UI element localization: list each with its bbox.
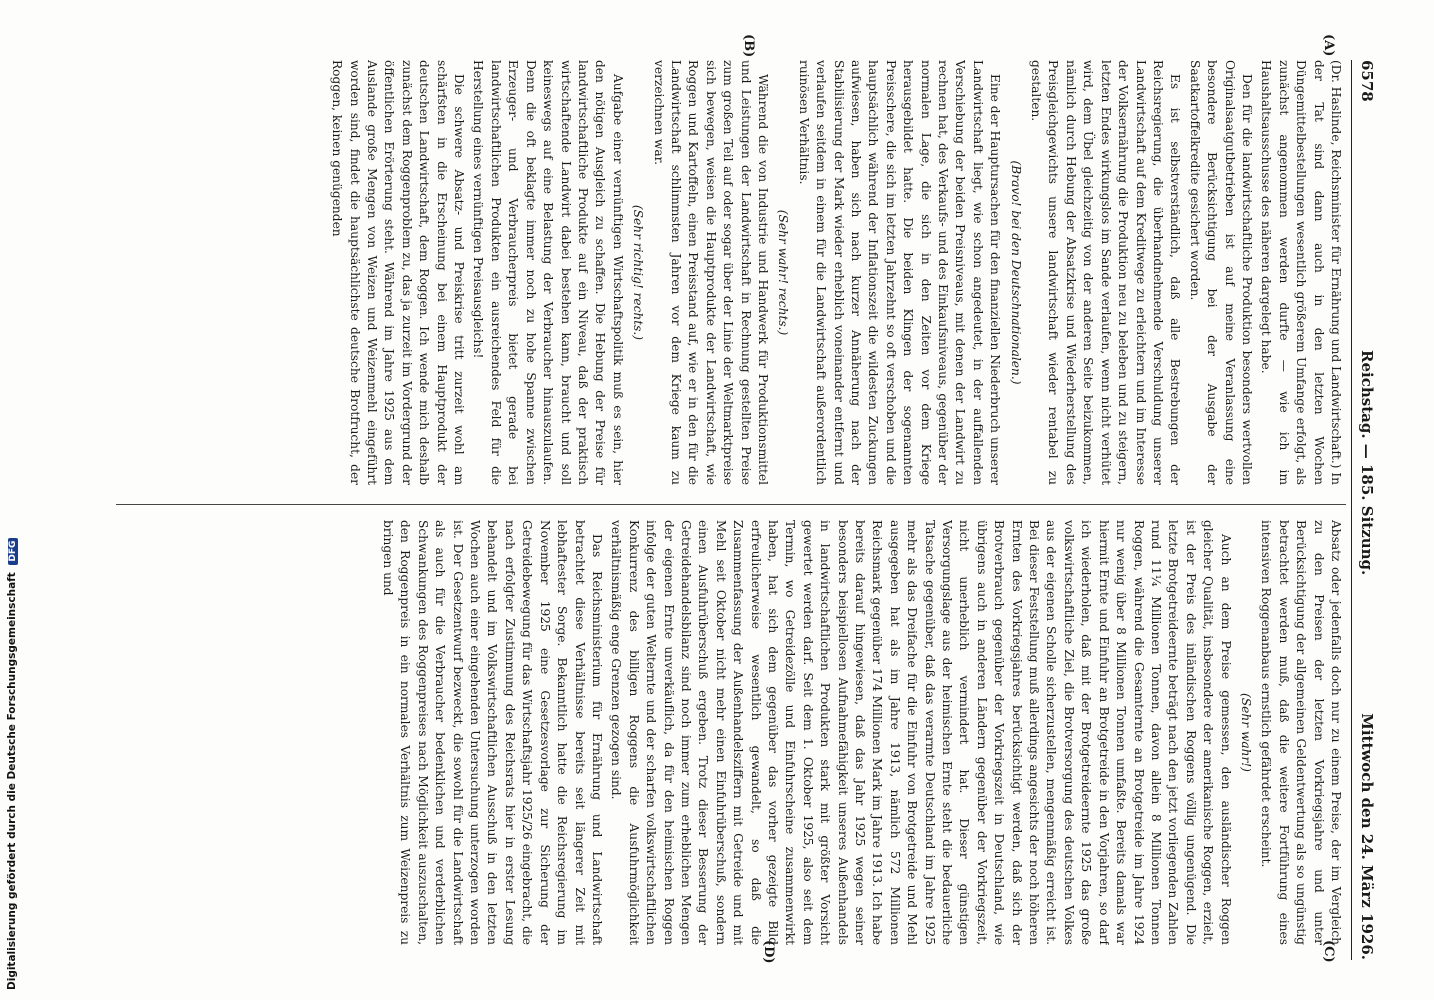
paragraph: Aufgabe einer vernünftigen Wirtschaftspolitik muß es sein, hier den nötigen Ausgleich zu schaffen. Die Hebung der Preise für landwirtschaftliche Produkte auf ein Niveau, daß der praktisch wirtschaftende Landwirt dabei bestehen kann, braucht und soll keineswegs auf eine Belastung der Verbraucher hinauszulaufen. Denn die oft beklagte immer noch zu hohe Spanne zwischen Erzeuger- und Verbraucherpreis bietet gerade bei landwirtschaftlichen Produkten ein ausreichendes Feld für die Herstellung eines vernünftigen Preisausgleichs! (471, 60, 625, 485)
header-rule (1351, 60, 1352, 960)
margin-letter-c: (C) (1321, 940, 1336, 963)
page-number: 6578 (1358, 60, 1376, 102)
paragraph: Eine der Hauptursachen für den finanziellen Niederbruch unserer Landwirtschaft liegt, wie schon angedeutet, in der auffallenden Verschiebung der beiden Preisniveaus, mit denen der Landwirt zu rechnen hat, des Verkaufs- und des Einkaufsniveaus, gegenüber der normalen Lage, die sich in den Zeiten vor dem Kriege herausgebildet hatte. Die beiden Klingen der sogenannten Preisschere, die sich im letzten Jahrzehnt so oft verschoben und die hauptsächlich während der Inflationszeit die wildesten Zuckungen aufwiesen, haben sich nach kurzer Annäherung nach der Stabilisierung der Mark wieder erheblich voneinander entfernt und verlaufen seitdem in einem für die Landwirtschaft außerordentlich ruinösen Verhältnis. (796, 60, 1003, 485)
header-session: Reichstag. — 185. Sitzung. (1358, 350, 1376, 576)
paragraph: Absatz oder jedenfalls doch nur zu einem Preise, der im Vergleich zu den Preisen der letzten Vorkriegsjahre und unter Berücksichtigung der allgemeinen Geldentwertung als so ungünstig betrachtet werden muß, daß die weitere Fortführung eines intensiven Roggenanbaus ernstlich gefährdet erscheint. (1259, 520, 1343, 945)
left-column (114, 60, 1344, 485)
page-header (1350, 60, 1376, 960)
paragraph: Während die von Industrie und Handwerk für Produktionsmittel und Leistungen der Landwirtschaft in Rechnung gestellten Preise zum großen Teil auf oder sogar über der Linie der Weltmarktpreise sich bewegen, weisen die Hauptprodukte der Landwirtschaft, wie Roggen und Kartoffeln, einen Preisstand auf, wie er in den für die Landwirtschaft schlimmsten Jahren vor dem Kriege kaum zu verzeichnen war. (651, 60, 770, 485)
right-column (114, 520, 1344, 945)
margin-letter-d: (D) (761, 940, 776, 964)
interjection: (Bravo! bei den Deutschnationalen.) (1008, 160, 1023, 385)
paragraph: Den für die landwirtschaftliche Produktion besonders wertvollen Originalsaatgutbetrieben ist auf meine Veranlassung eine besondere Berücksichtigung bei der Ausgabe der Saatkartoffelkredite gesichert worden. (1187, 60, 1254, 485)
paragraph: (Dr. Haslinde, Reichsminister für Ernährung und Landwirtschaft.) In der Tat sind dann auch in den letzten Wochen Düngemittelbestellungen wesentlich größerem Umfange erfolgt, als zunächst angenommen werden durfte — wie ich im Haushaltsausschusse des näheren dargelegt habe. (1259, 60, 1343, 485)
digitization-credit (6, 538, 18, 990)
header-date: Mittwoch den 24. März 1926. (1358, 713, 1376, 960)
rotated-printed-page (106, 34, 1376, 964)
paragraph: Auch an dem Preise gemessen, den ausländischer Roggen gleicher Qualität, insbesondere der amerikanische Roggen, erzielt, ist der Preis des inländischen Roggens völlig ungenügend. Die letzte Brotgetreideernte beträgt nach den jetzt vorliegenden Zahlen rund 11¼ Millionen Tonnen, davon allein 8 Millionen Tonnen Roggen, während die Gesamternte an Brotgetreide im Jahre 1924 nur wenig über 8 Millionen Tonnen umfaßte. Bereits damals war hiermit Ernte und Einfuhr an Brotgetreide in den Vorjahren, so darf ich wiederholen, daß mit der Brotgetreideernte 1925 das große volkswirtschaftliche Ziel, die Brotversorgung des deutschen Volkes aus der eigenen Scholle sicherzustellen, mengenmäßig erreicht ist. Bei dieser Feststellung muß allerdings angesichts der noch höheren Ernten des Vorkriegsjahres berücksichtigt werden, daß sich der Brotverbrauch gegenüber der Vorkriegszeit in Deutschland, wie übrigens auch in anderen Ländern gegenüber der Vorkriegszeit, nicht unerheblich vermindert hat. Dieser günstigen Versorgungslage aus der heimischen Ernte steht die bedauerliche Tatsache gegenüber, daß das verarmte Deutschland im Jahre 1925 mehr als das Dreifache für die Einfuhr von Brotgetreide und Mehl ausgegeben hat als im Jahre 1913, nämlich 572 Millionen Reichsmark gegenüber 174 Millionen Mark im Jahre 1913. Ich habe bereits darauf hingewiesen, daß das Jahr 1925 wegen seiner besonders beispiellosen Aufnahmefähigkeit unseres Außenhandels in landwirtschaftlichen Produkten stark mit größter Vorsicht gewertet werden darf. Seit dem 1. Oktober 1925, also seit dem Termin, wo Getreidezölle und Einfuhrscheine zusammenwirkt haben, hat sich dem gegenüber das vorher gezeigte Bild erfreulicherweise wesentlich gewandelt, so daß die Zusammenfassung der Außenhandelsziffern mit Getreide und mit Mehl seit Oktober nicht mehr einen Einfuhrüberschuß, sondern einen Ausfuhrüberschuß ergeben. Trotz dieser Besserung der Getreidehandelsbilanz sind noch immer zum erheblichen Mengen der eigenen Ernte unverkäuflich, da für den heimischen Roggen infolge der guten Welternte und der scharfen volkswirtschaftlichen Konkurrenz des billigen Roggens die Ausfuhrmöglichkeit verhältnismäßig enge Grenzen gezogen sind. (609, 520, 1233, 945)
credit-text: Digitalisierung gefördert durch die Deutsche Forschungsgemeinschaft (6, 572, 18, 990)
paragraph: Die schwere Absatz- und Preiskrise tritt zurzeit wohl am schärfsten in die Erscheinung bei einem Hauptprodukt der deutschen Landwirtschaft, dem Roggen. Ich wende mich deshalb zunächst dem Roggenproblem zu, das ja zurzeit im Vordergrund der öffentlichen Erörterung steht. Während im Jahre 1925 aus dem Auslande große Mengen von Weizen und Weizenmehl eingeführt worden sind, findet die hauptsächlichste deutsche Brotfrucht, der Roggen, keinen genügenden (330, 60, 467, 485)
interjection: (Sehr richtig! rechts.) (631, 204, 646, 341)
interjection: (Sehr wahr!) (1238, 693, 1253, 772)
paragraph: Das Reichsministerium für Ernährung und Landwirtschaft betrachtet diese Verhältnisse bereits seit längerer Zeit mit lebhaftester Sorge. Bekanntlich hatte die Reichsregierung im November 1925 eine Gesetzesvorlage zur Sicherung der Getreidebewegung für das Wirtschaftsjahr 1925/26 eingebracht, die nach erfolgter Zustimmung des Reichsrats hier in erster Lesung behandelt und im Volkswirtschaftlichen Ausschuß in den letzten Wochen auch einer eingehenden Untersuchung unterzogen worden ist. Der Gesetzentwurf bezweckt, die sowohl für die Landwirtschaft als auch für die Verbraucher bedenklichen und verderblichen Schwankungen des Roggenpreises nach Möglichkeit auszuschalten, den Roggenpreis in ein normales Verhältnis zum Weizenpreis zu bringen und (381, 520, 604, 945)
dfg-logo: DFG (8, 538, 18, 565)
margin-letter-a: (A) (1321, 34, 1336, 57)
margin-letter-b: (B) (741, 34, 756, 58)
paragraph: Es ist selbstverständlich, daß alle Bestrebungen der Reichsregierung, die überhandnehmende Verschuldung unserer Landwirtschaft auf dem Kreditwege zu erleichtern und im Interesse der Volksernährung die Produktion neu zu beleben und zu steigern, letzten Endes wirkungslos im Sande verlaufen, wenn nicht verhütet wird, dem Übel gleichzeitig von der anderen Seite beizukommen, nämlich durch Hebung der Absatzkrise und Wiederherstellung des Preisgleichgewichts unsere landwirtschaft wieder rentabel zu gestalten. (1029, 60, 1183, 485)
column-divider (116, 504, 1346, 505)
interjection: (Sehr wahr! rechts.) (776, 209, 791, 336)
